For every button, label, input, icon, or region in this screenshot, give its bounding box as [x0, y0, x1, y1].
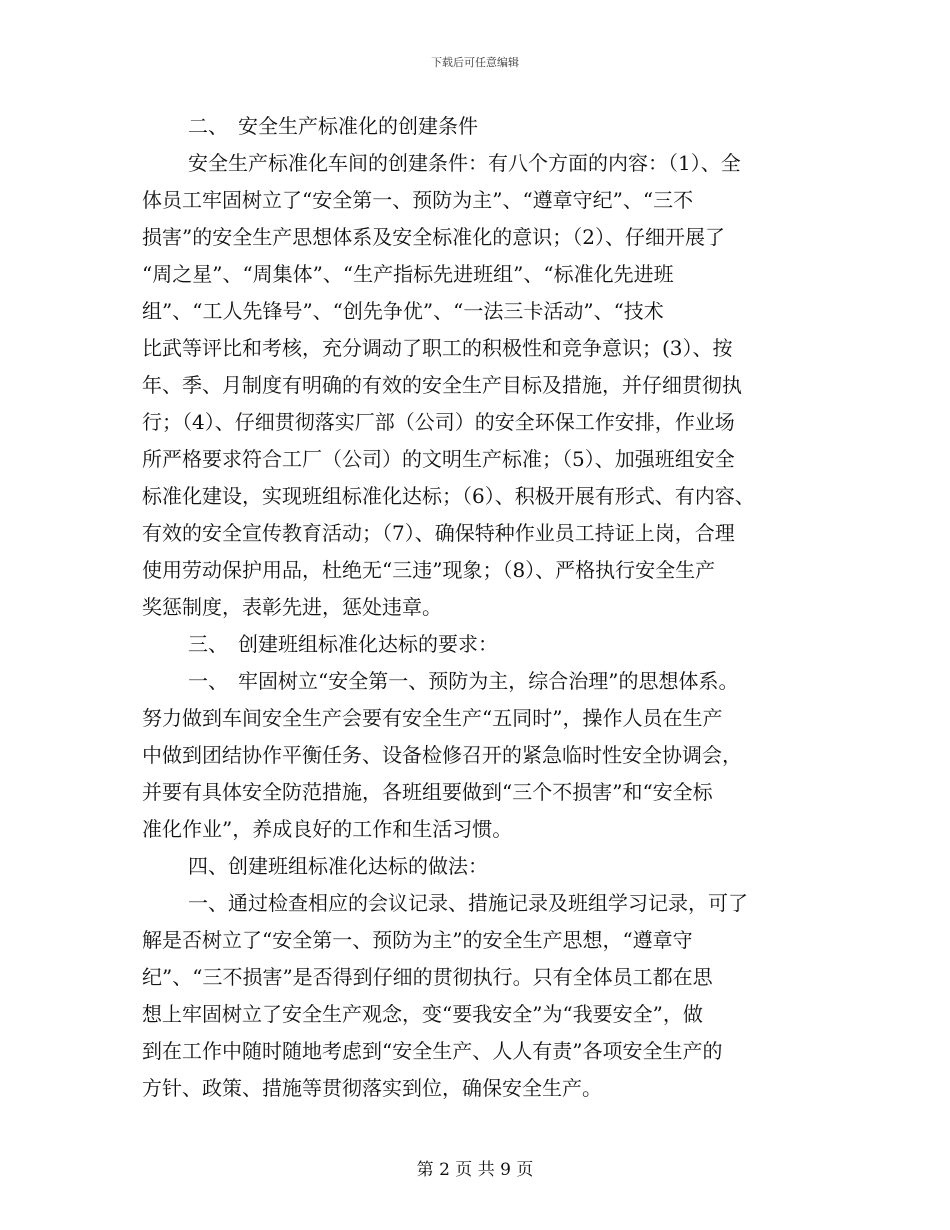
paragraph-line: 标准化建设，实现班组标准化达标；（6）、积极开展有形式、有内容、 [142, 484, 755, 508]
paragraph-line: 一、 牢固树立“安全第一、预防为主，综合治理”的思想体系。 [188, 669, 739, 693]
paragraph-line: 一、通过检查相应的会议记录、措施记录及班组学习记录，可了 [188, 891, 748, 915]
paragraph-line: 所严格要求符合工厂（公司）的文明生产标准；（5）、加强班组安全 [142, 447, 735, 471]
paragraph-line: 方针、政策、措施等贯彻落实到位，确保安全生产。 [142, 1076, 602, 1100]
paragraph-line: 奖惩制度，表彰先进，惩处违章。 [142, 595, 442, 619]
paragraph-line: 到在工作中随时随地考虑到“安全生产、人人有责”各项安全生产的 [142, 1039, 723, 1063]
paragraph-line: 组”、“工人先锋号”、“创先争优”、“一法三卡活动”、“技术 [142, 299, 664, 323]
paragraph-line: 并要有具体安全防范措施，各班组要做到“三个不损害”和“安全标 [142, 780, 713, 804]
paragraph-line: 体员工牢固树立了“安全第一、预防为主”、“遵章守纪”、“三不 [142, 188, 694, 212]
paragraph-line: 解是否树立了“安全第一、预防为主”的安全生产思想，“遵章守 [142, 928, 693, 952]
paragraph-line: 纪”、“三不损害”是否得到仔细的贯彻执行。只有全体员工都在思 [142, 965, 713, 989]
section-heading-4: 四、创建班组标准化达标的做法： [188, 854, 488, 878]
page-number: 第 2 页 共 9 页 [416, 1160, 534, 1180]
paragraph-line: 准化作业”，养成良好的工作和生活习惯。 [142, 817, 513, 841]
paragraph-line: 中做到团结协作平衡任务、设备检修召开的紧急临时性安全协调会， [142, 743, 742, 767]
paragraph-line: 想上牢固树立了安全生产观念，变“要我安全”为“我要安全”，做 [142, 1002, 703, 1026]
paragraph-line: 比武等评比和考核，充分调动了职工的积极性和竞争意识；(3）、按 [142, 336, 733, 360]
section-heading-3: 三、 创建班组标准化达标的要求： [188, 632, 498, 656]
paragraph-line: 安全生产标准化车间的创建条件：有八个方面的内容：（1）、全 [188, 151, 741, 175]
paragraph-line: 行；（4）、仔细贯彻落实厂部（公司）的安全环保工作安排，作业场 [142, 410, 735, 434]
paragraph-line: 努力做到车间安全生产会要有安全生产“五同时”，操作人员在生产 [142, 706, 723, 730]
page-header: 下载后可任意编辑 [431, 56, 519, 69]
paragraph-line: “周之星”、“周集体”、“生产指标先进班组”、“标准化先进班 [142, 262, 674, 286]
paragraph-line: 使用劳动保护用品，杜绝无“三违”现象；（8）、严格执行安全生产 [142, 558, 716, 582]
paragraph-line: 损害”的安全生产思想体系及安全标准化的意识；（2）、仔细开展了 [142, 225, 725, 249]
paragraph-line: 年、季、月制度有明确的有效的安全生产目标及措施，并仔细贯彻执 [142, 373, 742, 397]
paragraph-line: 有效的安全宣传教育活动；（7）、确保特种作业员工持证上岗，合理 [142, 521, 735, 545]
section-heading-2: 二、 安全生产标准化的创建条件 [188, 114, 478, 138]
